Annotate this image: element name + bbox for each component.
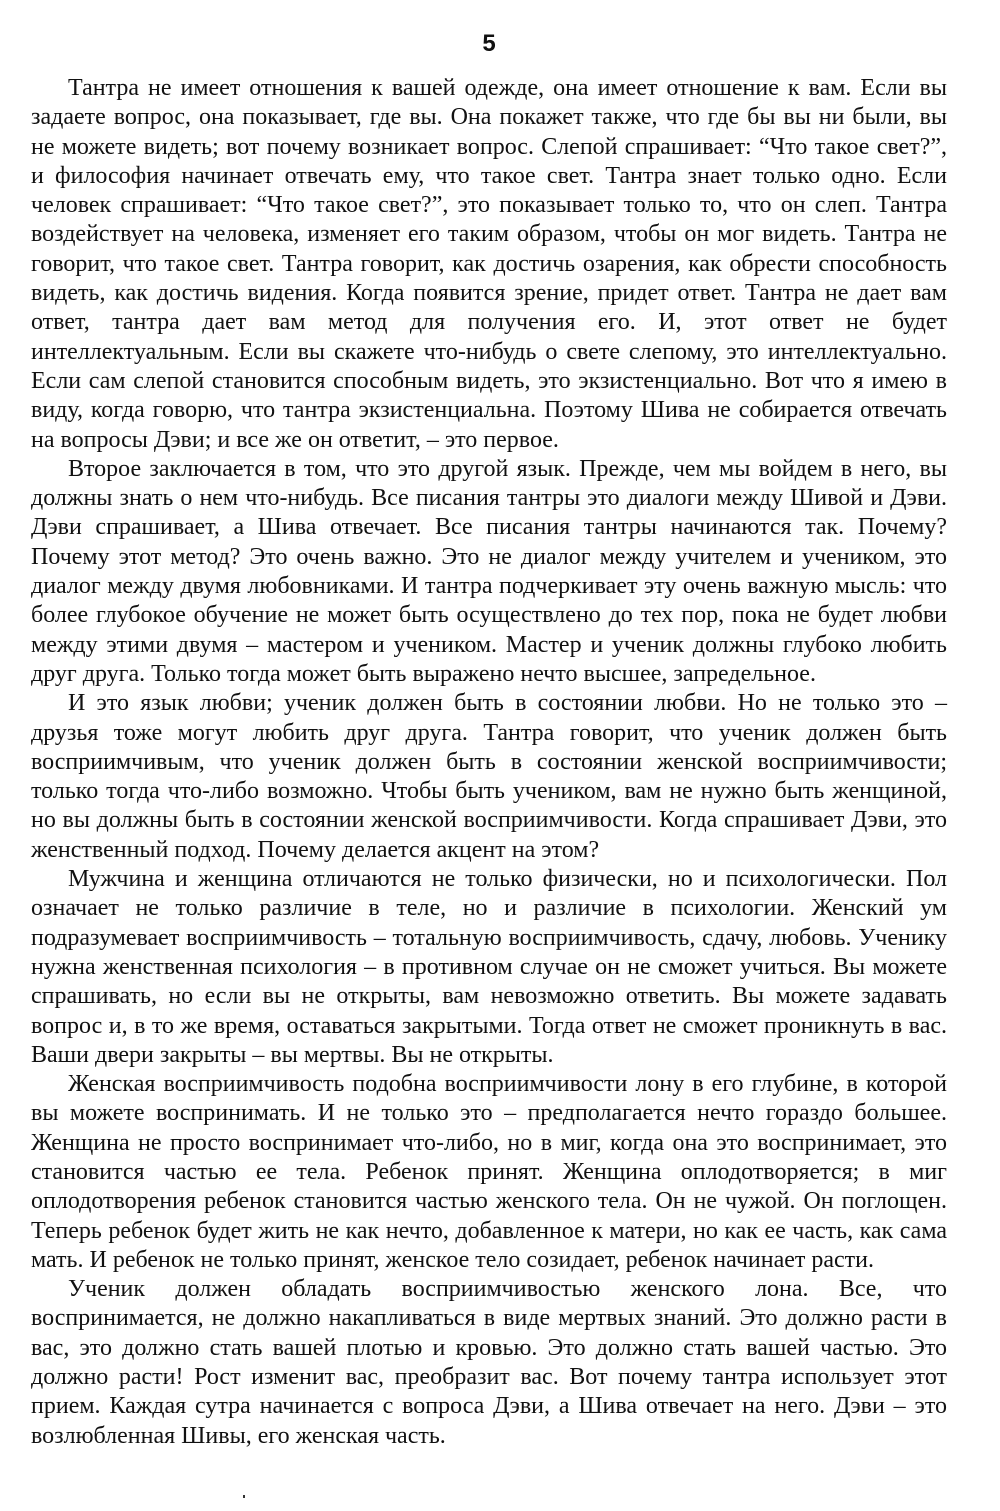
paragraph: Женская восприимчивость подобна восприимчивости лону в его глубине, в которой вы можете воспринимать. И не только это – предполагается нечто гораздо большее. Женщина не просто воспринимает что-либо, но в миг, когда она это воспринимает, это становится частью ее тела. Ребенок принят. Женщина оплодотворяется; в миг оплодотворения ребенок становится частью женского тела. Он не чужой. Он поглощен. Теперь ребенок будет жить не как нечто, добавленное к матери, но как ее часть, как сама мать. И ребенок не только принят, женское тело созидает, ребенок начинает расти. xyxy=(31,1071,947,1273)
book-page xyxy=(31,0,947,1511)
paragraph: Мужчина и женщина отличаются не только физически, но и психологически. Пол означает не только различие в теле, но и различие в психологии. Женский ум подразумевает восприимчивость – тотальную восприимчивость, сдачу, любовь. Ученику нужна женственная психология – в противном случае он не сможет учиться. Вы можете спрашивать, но если вы не открыты, вам невозможно ответить. Вы можете задавать вопрос и, в то же время, оставаться закрытыми. Тогда ответ не сможет проникнуть в вас. Ваши двери закрыты – вы мертвы. Вы не открыты. xyxy=(31,866,947,1068)
body-text xyxy=(31,74,947,1451)
page-number: 5 xyxy=(482,30,496,57)
paragraph: Тантра не имеет отношения к вашей одежде, она имеет отношение к вам. Если вы задаете вопрос, она показывает, где вы. Она покажет также, что где бы вы ни были, вы не можете видеть; вот почему возникает вопрос. Слепой спрашивает: “Что такое свет?”, и философия начинает отвечать ему, что такое свет. Тантра знает только одно. Если человек спрашивает: “Что такое свет?”, это показывает только то, что он слеп. Тантра воздействует на человека, изменяет его таким образом, чтобы он мог видеть. Тантра не говорит, что такое свет. Тантра говорит, как достичь озарения, как обрести способность видеть, как достичь видения. Когда появится зрение, придет ответ. Тантра не дает вам ответ, тантра дает вам метод для получения его. И, этот ответ не будет интеллектуальным. Если вы скажете что-нибудь о свете слепому, это интеллектуально. Если сам слепой становится способным видеть, это экзистенциально. Вот что я имею в виду, когда говорю, что тантра экзистенциальна. Поэтому Шива не собирается отвечать на вопросы Дэви; и все же он ответит, – это первое. xyxy=(31,75,947,453)
scan-speck xyxy=(243,1495,245,1498)
paragraph: Ученик должен обладать восприимчивостью женского лона. Все, что воспринимается, не должно накапливаться в виде мертвых знаний. Это должно расти в вас, это должно стать вашей плотью и кровью. Это должно стать вашей частью. Это должно расти! Рост изменит вас, преобразит вас. Вот почему тантра использует этот прием. Каждая сутра начинается с вопроса Дэви, а Шива отвечает на него. Дэви – это возлюбленная Шивы, его женская часть. xyxy=(31,1276,947,1449)
paragraph: И это язык любви; ученик должен быть в состоянии любви. Но не только это – друзья тоже могут любить друг друга. Тантра говорит, что ученик должен быть восприимчивым, что ученик должен быть в состоянии женской восприимчивости; только тогда что-либо возможно. Чтобы быть учеником, вам не нужно быть женщиной, но вы должны быть в состоянии женской восприимчивости. Когда спрашивает Дэви, это женственный подход. Почему делается акцент на этом? xyxy=(31,690,947,863)
paragraph: Второе заключается в том, что это другой язык. Прежде, чем мы войдем в него, вы должны знать о нем что-нибудь. Все писания тантры это диалоги между Шивой и Дэви. Дэви спрашивает, а Шива отвечает. Все писания тантры начинаются так. Почему? Почему этот метод? Это очень важно. Это не диалог между учителем и учеником, это диалог между двумя любовниками. И тантра подчеркивает эту очень важную мысль: что более глубокое обучение не может быть осуществлено до тех пор, пока не будет любви между этими двумя – мастером и учеником. Мастер и ученик должны глубоко любить друг друга. Только тогда может быть выражено нечто высшее, запредельное. xyxy=(31,455,947,687)
